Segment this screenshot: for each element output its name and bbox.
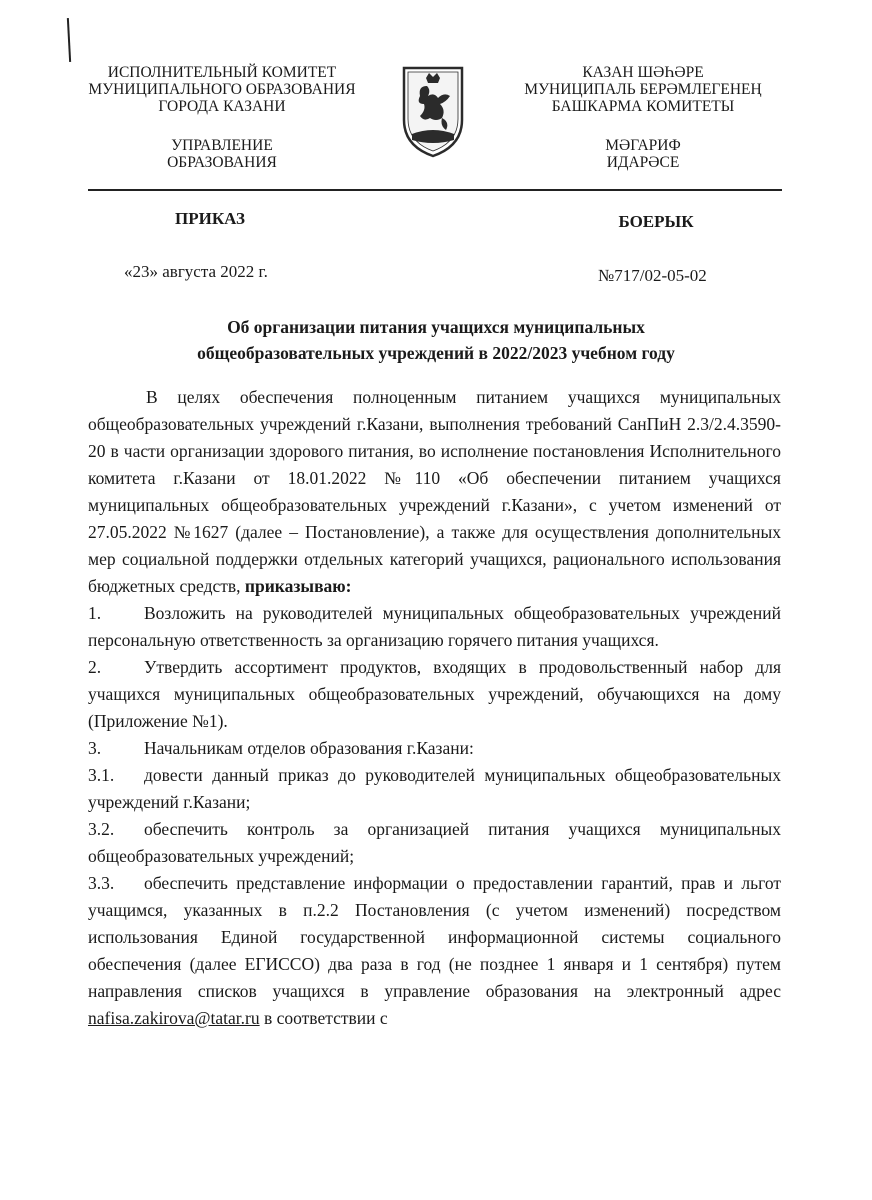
item-text-tail: в соответствии с (263, 1008, 388, 1028)
item-number: 3. (88, 738, 102, 758)
list-item-3-1 (88, 762, 781, 816)
item-text: Возложить на руководителей муниципальных общеобразовательных учреждений персональную ответственность за организацию горячего питания учащихся. (88, 603, 781, 650)
header-left-org-line: МУНИЦИПАЛЬНОГО ОБРАЗОВАНИЯ (88, 81, 356, 98)
doc-subject (90, 314, 782, 366)
header-left-dept-line: ОБРАЗОВАНИЯ (167, 154, 277, 171)
header-right-dept-line: МӘГАРИФ (605, 137, 681, 154)
header-left-org-line: ГОРОДА КАЗАНИ (158, 98, 286, 115)
header-right (508, 64, 778, 171)
list-item-1 (88, 600, 781, 654)
header-right-org-line: БАШКАРМА КОМИТЕТЫ (551, 98, 735, 115)
scan-mark (67, 18, 71, 62)
header-right-org-line: МУНИЦИПАЛЬ БЕРӘМЛЕГЕНЕҢ (524, 81, 762, 98)
list-item-3-2 (88, 816, 781, 870)
item-number: 3.1. (88, 765, 115, 785)
subject-line: Об организации питания учащихся муниципальных (227, 317, 645, 337)
doc-title-ru: ПРИКАЗ (175, 209, 245, 228)
item-text: довести данный приказ до руководителей муниципальных общеобразовательных учреждений г.Казани; (88, 765, 781, 812)
list-item-3 (88, 735, 781, 762)
item-text: Начальникам отделов образования г.Казани: (144, 738, 474, 758)
doc-date: «23» августа 2022 г. (124, 262, 268, 281)
kazan-coat-of-arms-icon (400, 62, 466, 158)
list-item-2 (88, 654, 781, 735)
item-text: Утвердить ассортимент продуктов, входящих в продовольственный набор для учащихся муниципальных общеобразовательных учреждений, обучающихся на дому (Приложение №1). (88, 657, 781, 731)
subject-line: общеобразовательных учреждений в 2022/2023 учебном году (197, 343, 675, 363)
intro-paragraph (88, 384, 781, 600)
intro-text: В целях обеспечения полноценным питанием учащихся муниципальных общеобразовательных учреждений г.Казани, выполнения требований СанПиН 2.3/2.4.3590-20 в части организации здорового питания, во исполнение постановления Исполнительного комитета г.Казани от 18.01.2022 №110 «Об обеспечении питанием учащихся муниципальных общеобразовательных учреждений г.Казани», с учетом изменений от 27.05.2022 №1627 (далее – Постановление), а также для осуществления дополнительных мер социальной поддержки отдельных категорий учащихся, рационального использования бюджетных средств, (88, 387, 781, 596)
doc-title-tt: БОЕРЫК (618, 212, 694, 231)
item-number: 3.3. (88, 873, 115, 893)
item-number: 3.2. (88, 819, 115, 839)
item-text: обеспечить представление информации о предоставлении гарантий, прав и льгот учащимся, указанных в п.2.2 Постановления (с учетом изменений) посредством использования Единой государственной информационной системы социального обеспечения (далее ЕГИССО) два раза в год (не позднее 1 января и 1 сентября) путем направления списков учащихся в управление образования на электронный адрес (88, 873, 781, 1001)
header-right-dept-line: ИДАРӘСЕ (606, 154, 680, 171)
doc-number: №717/02-05-02 (598, 266, 707, 285)
header-left-org-line: ИСПОЛНИТЕЛЬНЫЙ КОМИТЕТ (107, 64, 337, 81)
header-left (72, 64, 372, 171)
intro-order-word: приказываю: (244, 576, 352, 596)
item-text: обеспечить контроль за организацией питания учащихся муниципальных общеобразовательных учреждений; (88, 819, 781, 866)
header-left-dept-line: УПРАВЛЕНИЕ (171, 137, 273, 154)
header-divider (88, 189, 782, 191)
email-link[interactable]: nafisa.zakirova@tatar.ru (88, 1008, 260, 1028)
list-item-3-3 (88, 870, 781, 1032)
item-number: 2. (88, 657, 102, 677)
header-right-org-line: КАЗАН ШӘҺӘРЕ (582, 64, 704, 81)
item-number: 1. (88, 603, 102, 623)
doc-body (88, 384, 781, 1032)
